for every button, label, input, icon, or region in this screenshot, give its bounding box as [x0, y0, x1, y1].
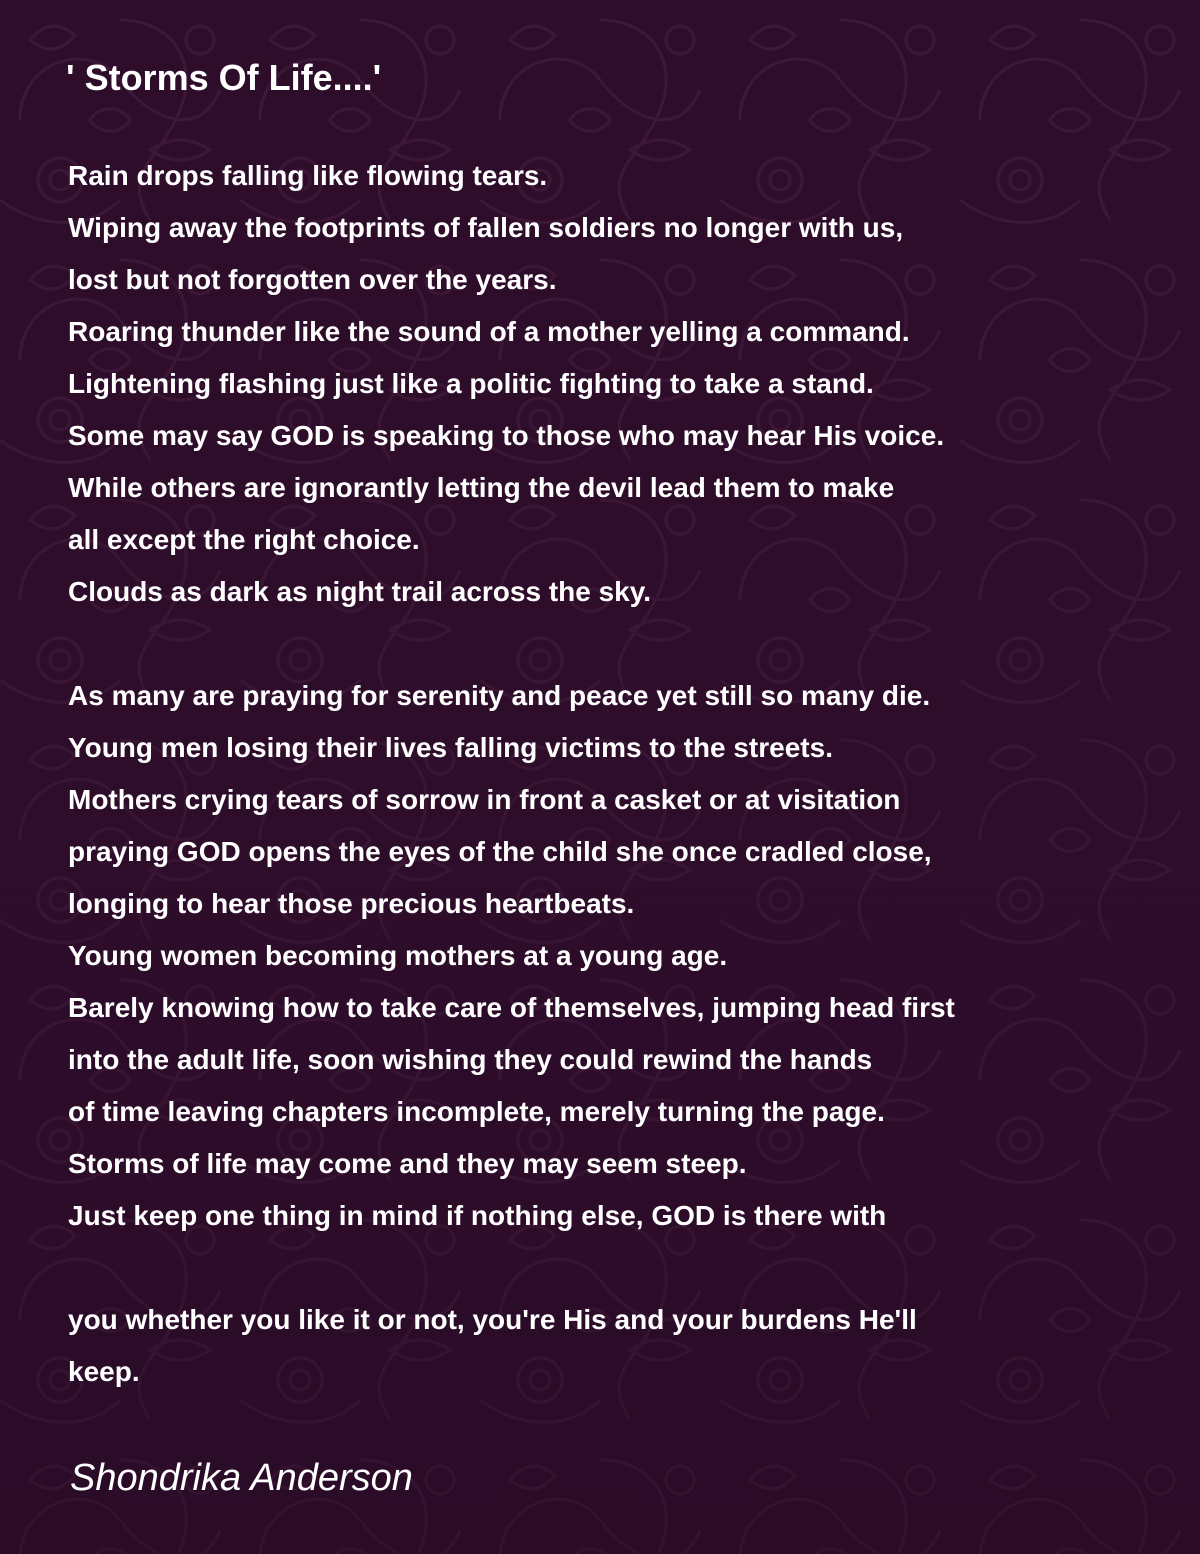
stanza-break [68, 1242, 1178, 1294]
poem-line: Wiping away the footprints of fallen soldiers no longer with us, [68, 212, 904, 243]
stanza-break [68, 618, 1178, 670]
poem-line: As many are praying for serenity and peace yet still so many die. [68, 680, 931, 711]
poem-line: While others are ignorantly letting the devil lead them to make [68, 472, 895, 503]
poem-line: Clouds as dark as night trail across the sky. [68, 576, 652, 607]
poem-line: Storms of life may come and they may seem steep. [68, 1148, 747, 1179]
poem-line: praying GOD opens the eyes of the child she once cradled close, [68, 836, 932, 867]
poem-line: longing to hear those precious heartbeats. [68, 888, 635, 919]
poem-line: Just keep one thing in mind if nothing else, GOD is there with [68, 1200, 887, 1231]
poem-line: all except the right choice. [68, 524, 420, 555]
poem-author: Shondrika Anderson [70, 1457, 413, 1499]
poem-line: Roaring thunder like the sound of a mother yelling a command. [68, 316, 910, 347]
poem-title: ' Storms Of Life....' [66, 57, 382, 98]
poem-line: Rain drops falling like flowing tears. [68, 160, 548, 191]
poem-line: into the adult life, soon wishing they could rewind the hands [68, 1044, 873, 1075]
poem-line: Young men losing their lives falling victims to the streets. [68, 732, 833, 763]
poem-line: Barely knowing how to take care of themselves, jumping head first [68, 992, 955, 1023]
poem-body [68, 150, 1178, 1398]
poem-line: lost but not forgotten over the years. [68, 264, 557, 295]
poem-line: keep. [68, 1356, 140, 1387]
poem-line: Mothers crying tears of sorrow in front a casket or at visitation [68, 784, 901, 815]
poem-line: Lightening flashing just like a politic fighting to take a stand. [68, 368, 874, 399]
poem-line: of time leaving chapters incomplete, merely turning the page. [68, 1096, 885, 1127]
poem-line: you whether you like it or not, you're His and your burdens He'll [68, 1304, 917, 1335]
poem-line: Young women becoming mothers at a young age. [68, 940, 728, 971]
poem-line: Some may say GOD is speaking to those who may hear His voice. [68, 420, 945, 451]
